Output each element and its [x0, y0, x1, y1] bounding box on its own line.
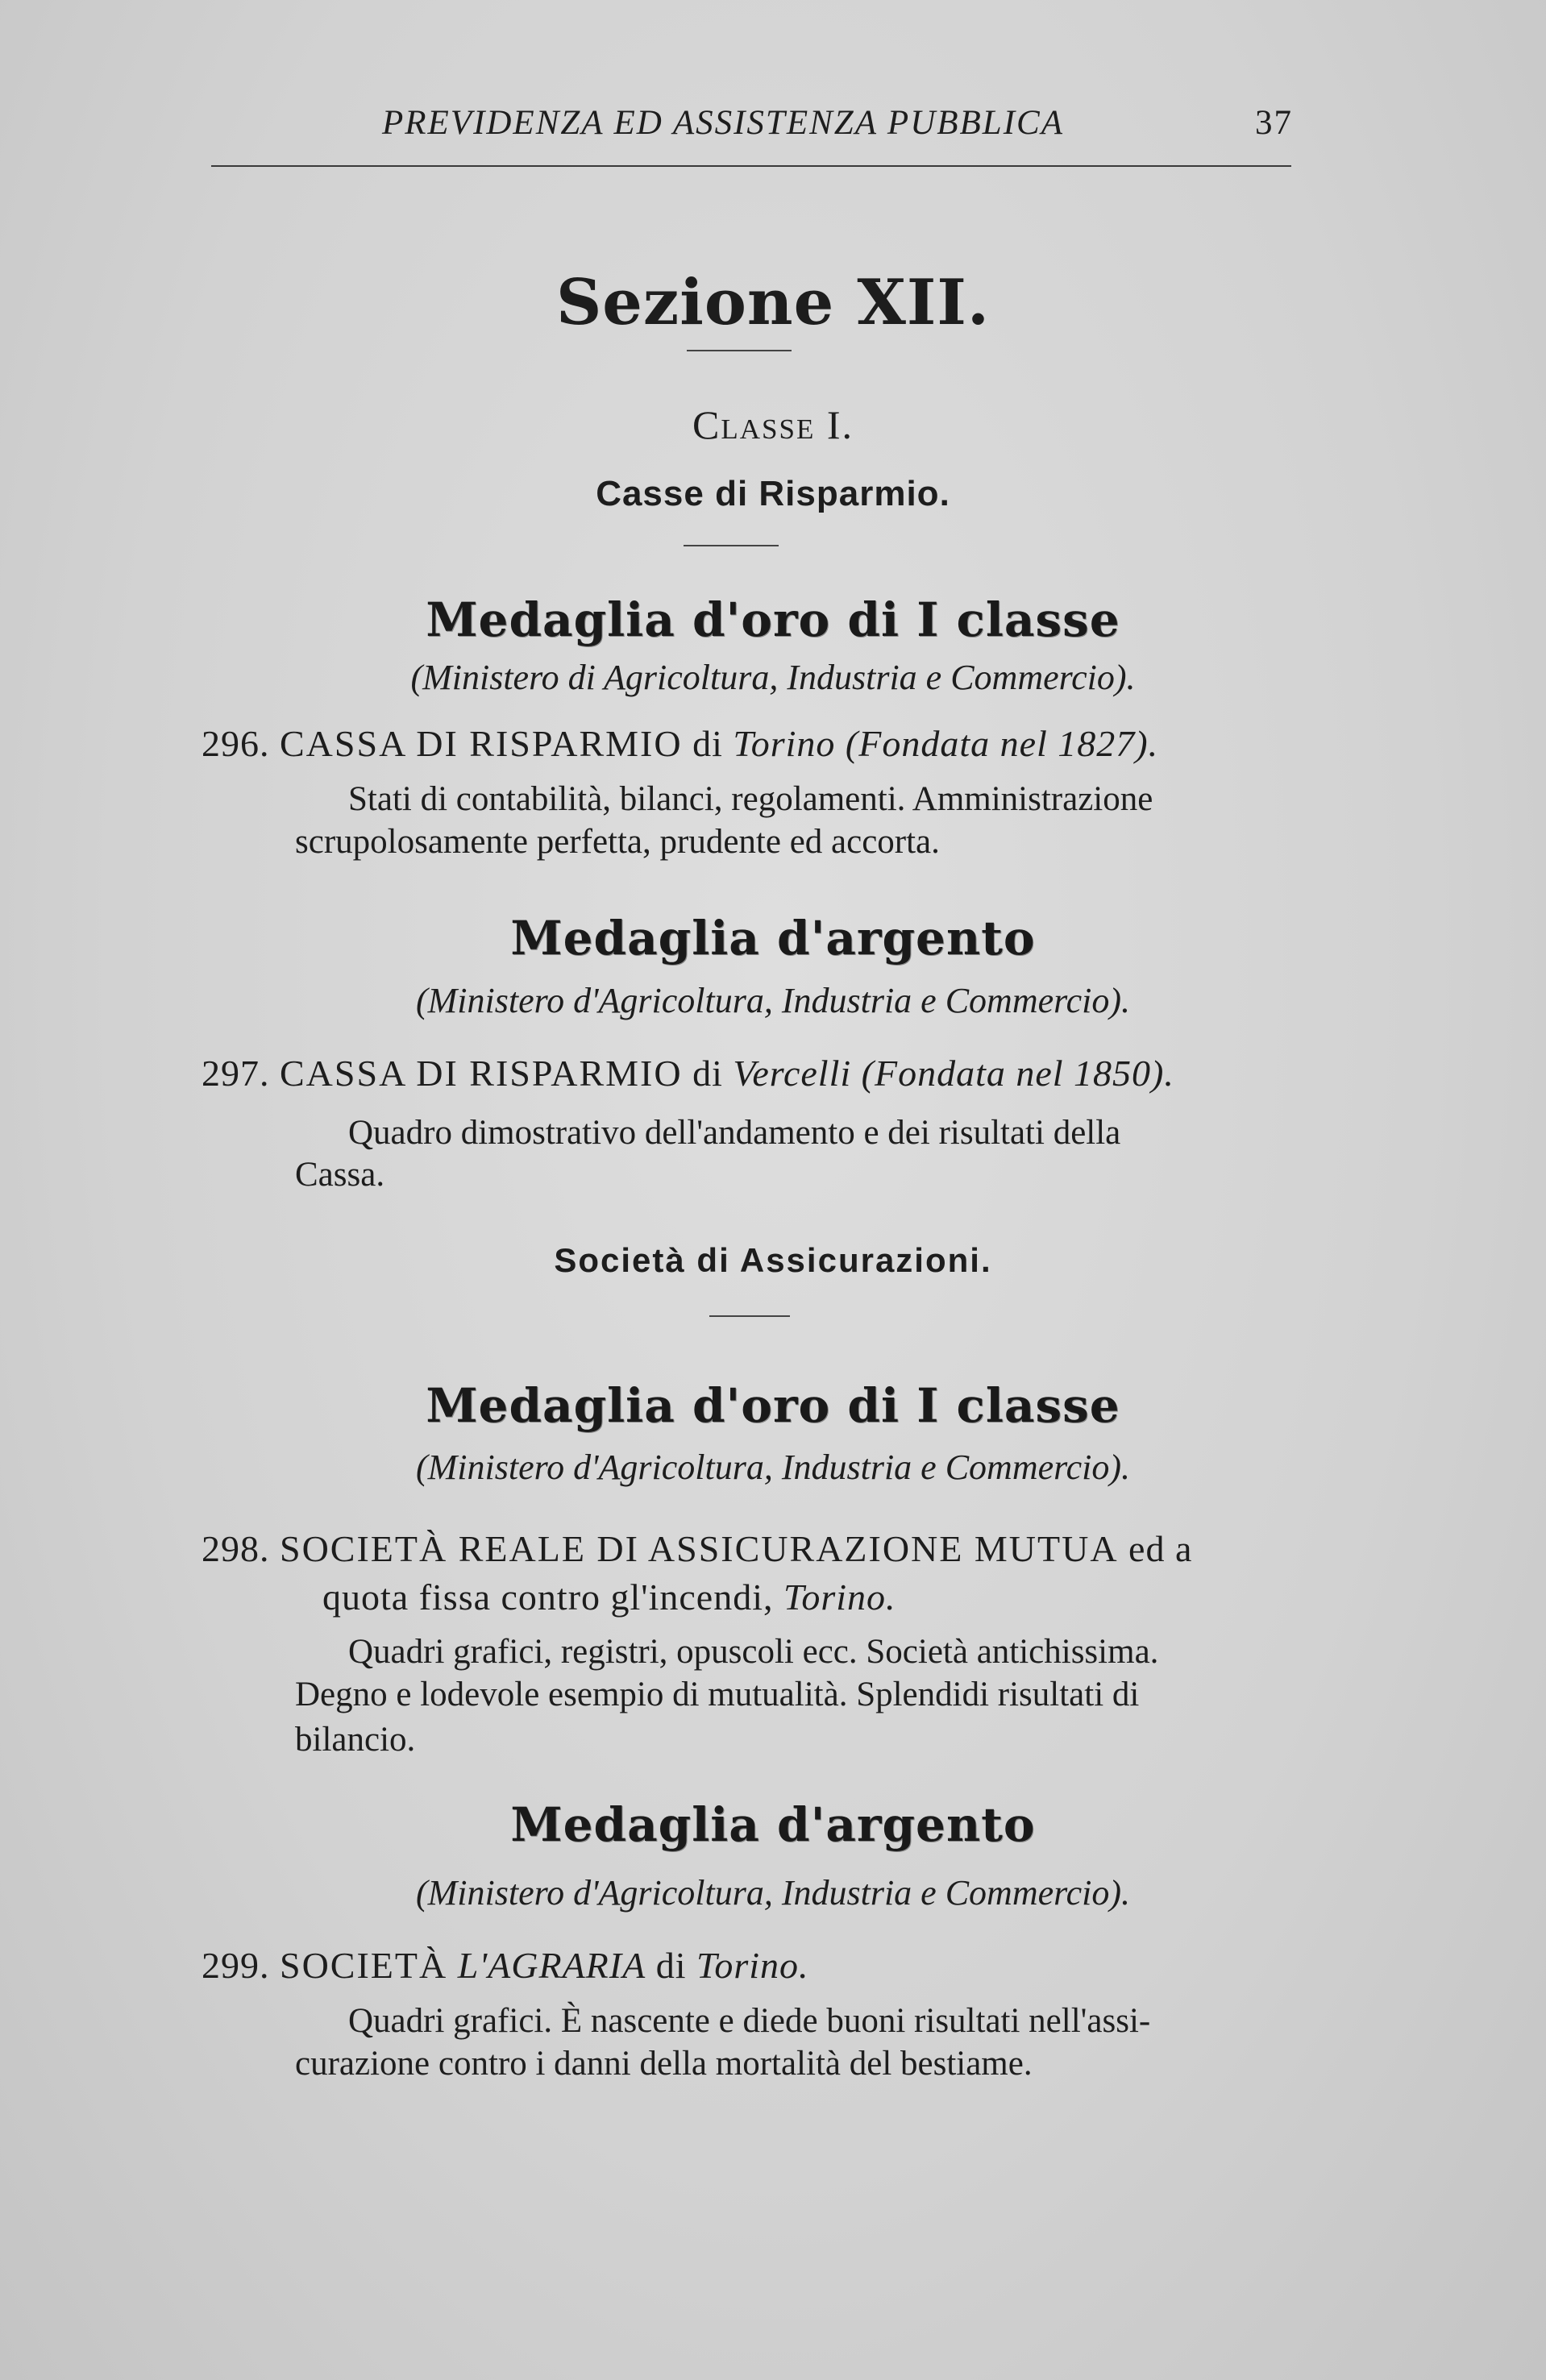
entry-number: 297. — [202, 1053, 270, 1094]
section-title: Sezione XII. — [555, 266, 991, 339]
entry-name: SOCIETÀ — [280, 1945, 448, 1986]
entry-name: CASSA DI RISPARMIO — [280, 723, 683, 764]
entry-description-line: bilancio. — [295, 1721, 416, 1759]
ministry-line: (Ministero d'Agricoltura, Industria e Commercio). — [415, 1448, 1131, 1487]
category-title: Società di Assicurazioni. — [554, 1241, 992, 1279]
entry-description-line: curazione contro i danni della mortalità del bestiame. — [295, 2045, 1033, 2083]
ministry-line: (Ministero di Agricoltura, Industria e Commercio). — [410, 658, 1136, 697]
ministry-line: (Ministero d'Agricoltura, Industria e Commercio). — [415, 1873, 1131, 1913]
divider — [684, 545, 779, 546]
entry-city: Torino. — [783, 1576, 896, 1618]
entry-description-line: Degno e lodevole esempio di mutualità. Splendidi risultati di — [295, 1676, 1140, 1713]
ministry-line: (Ministero d'Agricoltura, Industria e Commercio). — [415, 981, 1131, 1020]
entry-founded: (Fondata nel 1827). — [845, 723, 1159, 764]
entry-di: di — [692, 1053, 723, 1094]
entry-heading — [202, 722, 1314, 765]
medal-heading: Medaglia d'argento — [510, 1797, 1036, 1852]
entry-number: 296. — [202, 723, 270, 764]
entry-description-line: Stati di contabilità, bilanci, regolamenti. Amministrazione — [348, 780, 1153, 818]
entry-number: 299. — [202, 1945, 270, 1986]
header-rule — [211, 165, 1291, 167]
entry-name-cont: quota fissa contro gl'incendi, — [322, 1576, 774, 1618]
entry-number: 298. — [202, 1528, 270, 1569]
entry-di: di — [655, 1945, 687, 1986]
entry-city: Torino — [733, 723, 836, 764]
entry-description-line: Quadri grafici. È nascente e diede buoni risultati nell'assi- — [348, 2002, 1151, 2040]
entry-city: Torino. — [696, 1945, 809, 1986]
category-title: Casse di Risparmio. — [596, 474, 950, 513]
entry-tail: ed a — [1128, 1528, 1193, 1569]
medal-heading: Medaglia d'oro di I classe — [426, 592, 1120, 647]
entry-heading — [202, 1944, 1314, 1987]
entry-description-line: Quadri grafici, registri, opuscoli ecc. Società antichissima. — [348, 1633, 1159, 1671]
medal-heading: Medaglia d'argento — [510, 911, 1036, 966]
entry-heading — [202, 1527, 1314, 1570]
divider — [687, 350, 792, 351]
entry-description-line: Quadro dimostrativo dell'andamento e dei risultati della — [348, 1114, 1121, 1152]
entry-founded: (Fondata nel 1850). — [861, 1053, 1174, 1094]
entry-di: di — [692, 723, 723, 764]
entry-name: CASSA DI RISPARMIO — [280, 1053, 683, 1094]
entry-heading — [202, 1052, 1314, 1094]
entry-name-italic: L'AGRARIA — [457, 1945, 646, 1986]
divider — [709, 1315, 790, 1317]
entry-city: Vercelli — [733, 1053, 852, 1094]
running-head-title: PREVIDENZA ED ASSISTENZA PUBBLICA — [382, 104, 1064, 142]
medal-heading: Medaglia d'oro di I classe — [426, 1378, 1120, 1433]
page-number: 37 — [1255, 104, 1293, 142]
class-title: Classe I. — [692, 402, 854, 447]
entry-name: SOCIETÀ REALE DI ASSICURAZIONE MUTUA — [280, 1528, 1119, 1569]
running-head — [382, 103, 1293, 143]
entry-description-line: scrupolosamente perfetta, prudente ed accorta. — [295, 823, 940, 861]
entry-description-line: Cassa. — [295, 1156, 385, 1194]
entry-name-continued — [322, 1576, 896, 1618]
